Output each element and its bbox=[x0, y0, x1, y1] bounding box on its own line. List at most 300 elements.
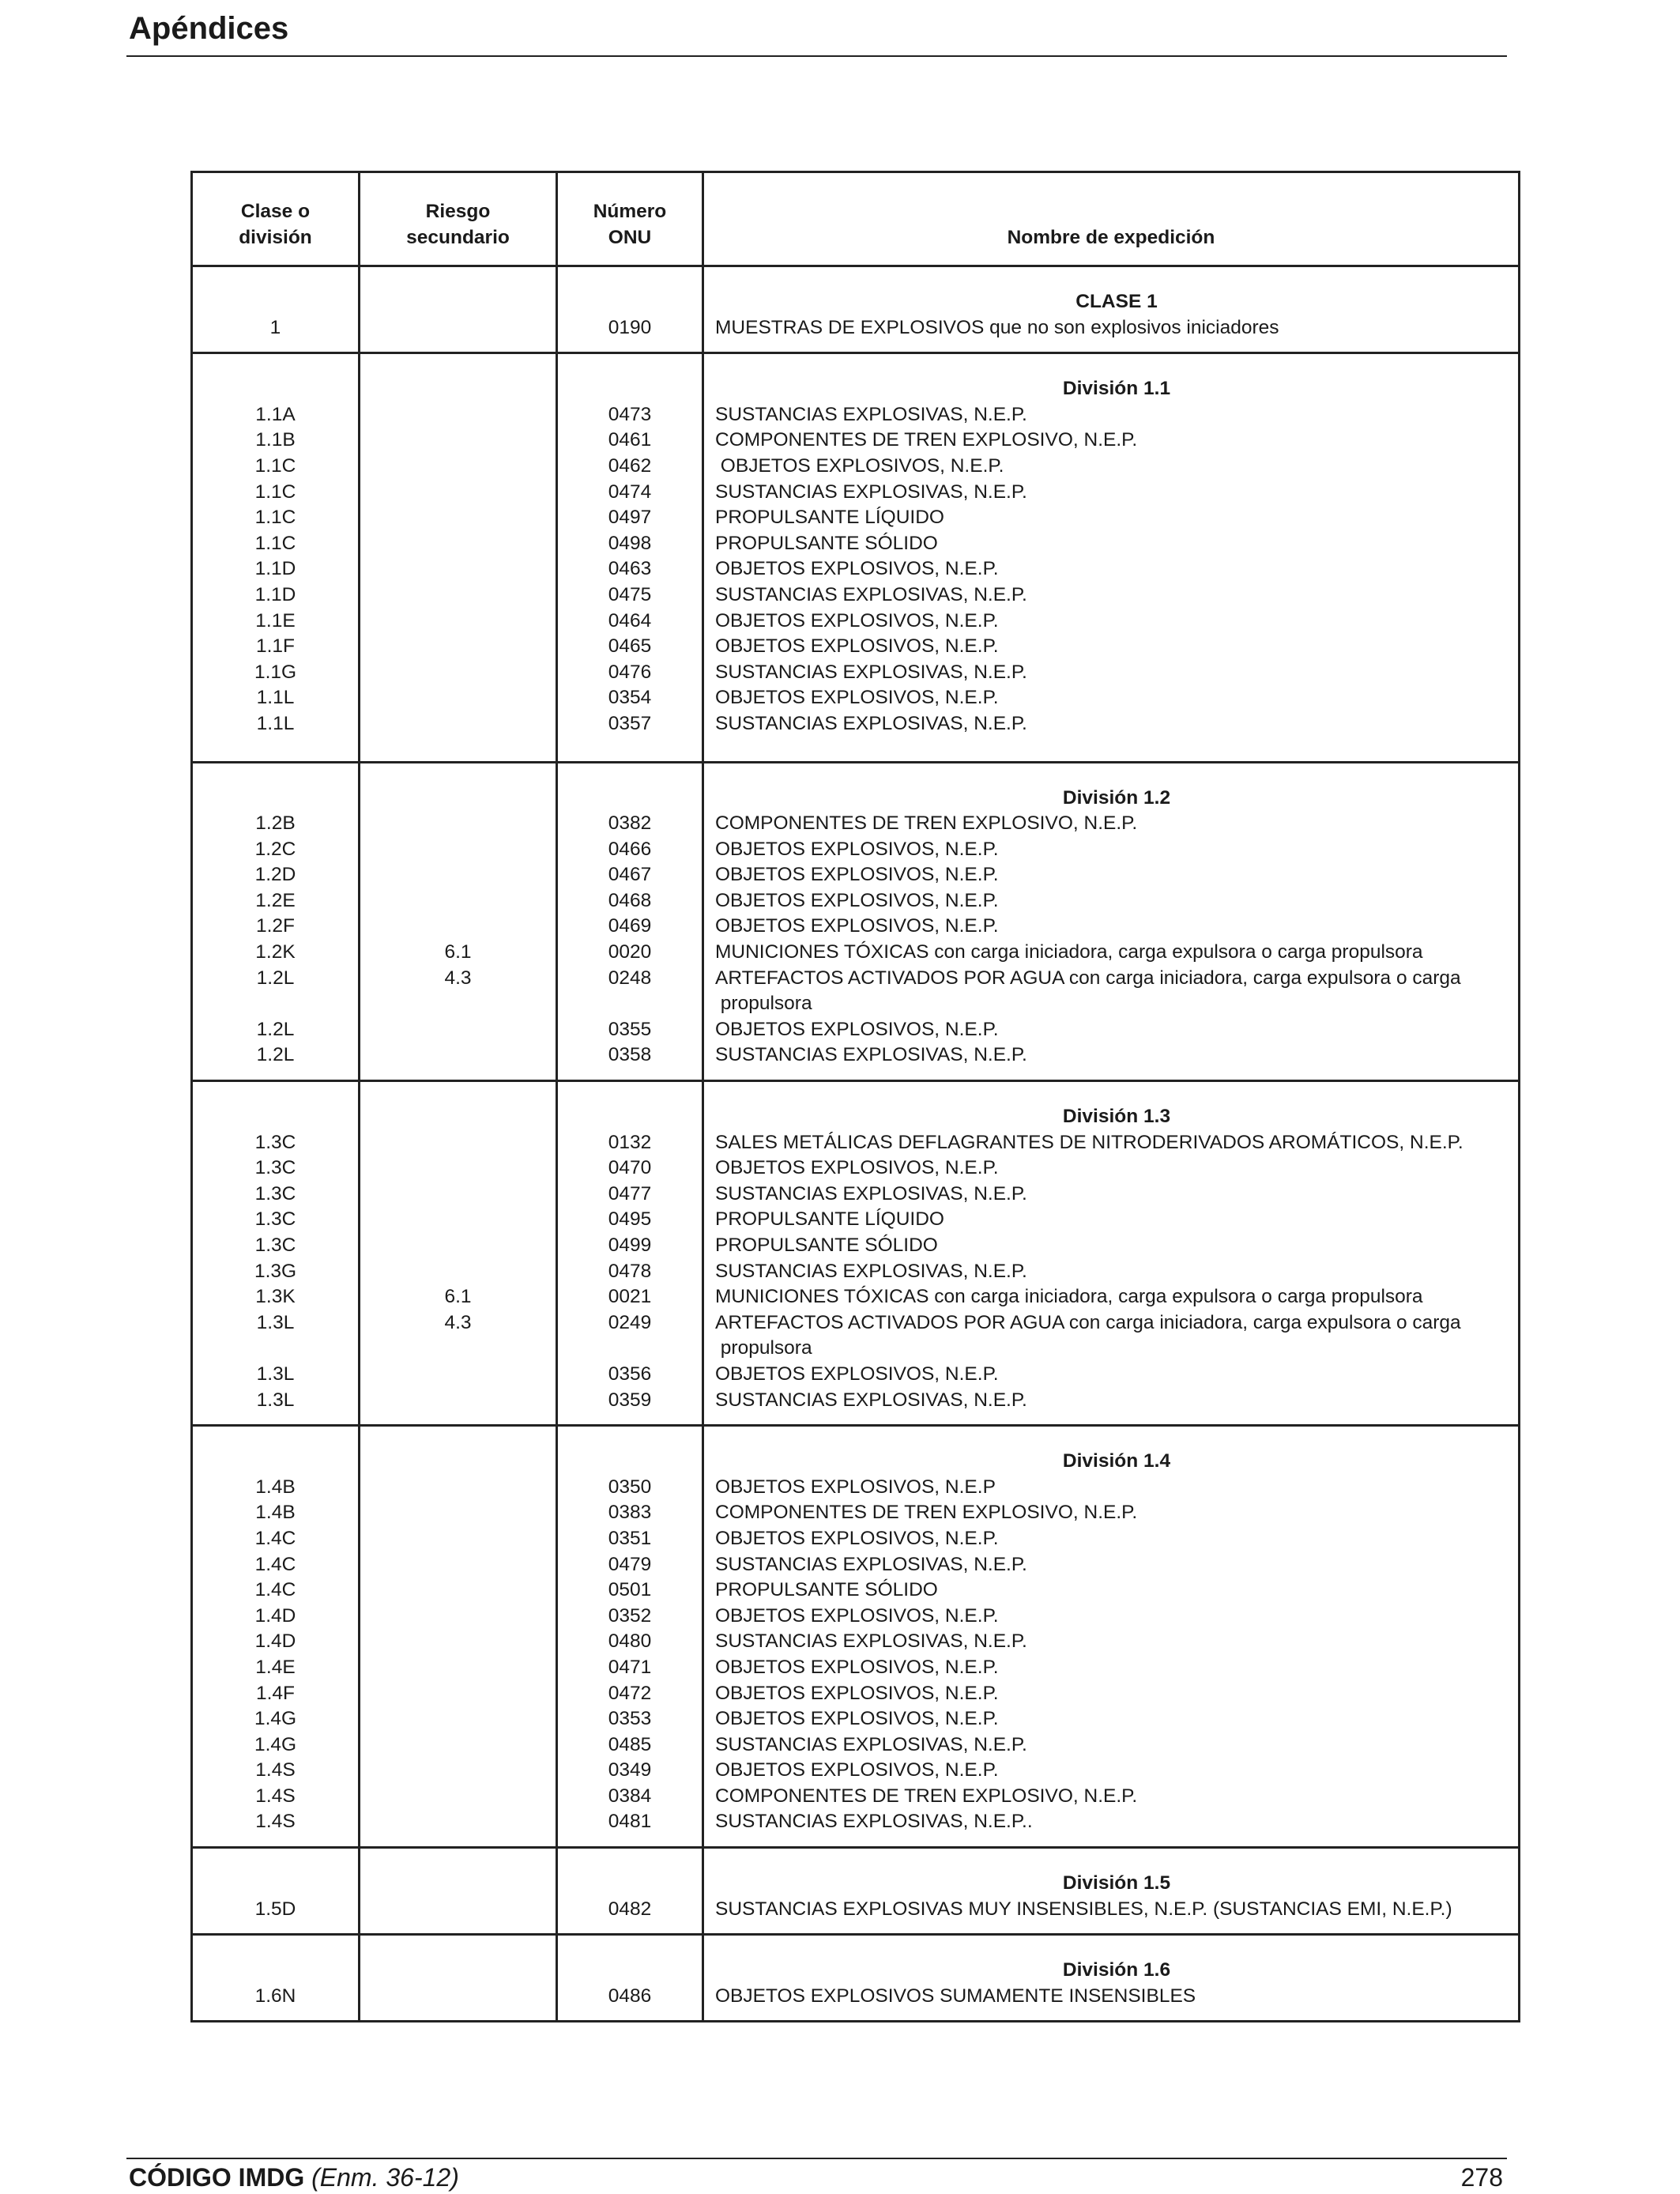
blank-line bbox=[558, 991, 702, 1017]
spacer bbox=[193, 267, 358, 289]
class-value: 1.4D bbox=[254, 1630, 296, 1653]
shipping-name-line: ARTEFACTOS ACTIVADOS POR AGUA con carga iniciadora, carga expulsora o carga bbox=[715, 967, 1461, 989]
spacer bbox=[360, 763, 556, 786]
shipping-name-line: OBJETOS EXPLOSIVOS, N.E.P. bbox=[715, 889, 999, 911]
un-number-value: 0353 bbox=[608, 1708, 652, 1730]
header-rule bbox=[126, 55, 1507, 57]
header-shipping-name bbox=[703, 172, 1520, 266]
un-number-value: 0352 bbox=[608, 1604, 652, 1627]
secondary-risk-value bbox=[360, 811, 556, 837]
shipping-name-cell bbox=[703, 1426, 1520, 1848]
secondary-risk-cell bbox=[360, 353, 557, 762]
spacer bbox=[360, 1069, 556, 1080]
class-value: 1.1E bbox=[255, 609, 296, 631]
spacer bbox=[558, 1413, 702, 1424]
un-number-value: 0461 bbox=[608, 429, 652, 451]
spacer bbox=[715, 1082, 1518, 1104]
secondary-risk-value bbox=[360, 914, 556, 940]
blank-line bbox=[193, 1449, 358, 1475]
un-number-value: 0463 bbox=[608, 558, 652, 580]
shipping-name-line: SUSTANCIAS EXPLOSIVAS, N.E.P. bbox=[715, 1044, 1027, 1066]
header-line: Riesgo bbox=[425, 201, 491, 222]
division-group-row bbox=[192, 762, 1520, 1081]
secondary-risk-value bbox=[360, 1155, 556, 1182]
division-title: División 1.4 bbox=[1062, 1450, 1171, 1472]
un-number-value: 0497 bbox=[608, 507, 652, 529]
spacer bbox=[715, 267, 1518, 289]
shipping-name-line: propulsora bbox=[715, 1337, 812, 1359]
un-number-value: 0190 bbox=[608, 316, 652, 338]
shipping-name-line: OBJETOS EXPLOSIVOS, N.E.P. bbox=[715, 1157, 999, 1179]
class-value: 1.3C bbox=[254, 1182, 296, 1204]
shipping-name-line: OBJETOS EXPLOSIVOS, N.E.P. bbox=[715, 1604, 999, 1627]
class-value: 1.4G bbox=[254, 1733, 297, 1755]
shipping-name-line: SUSTANCIAS EXPLOSIVAS, N.E.P. bbox=[715, 1260, 1027, 1282]
un-number-value: 0382 bbox=[608, 812, 652, 835]
division-group bbox=[192, 762, 1520, 1081]
class-value: 1.1F bbox=[255, 635, 296, 658]
shipping-name-line: PROPULSANTE SÓLIDO bbox=[715, 532, 938, 554]
un-number-cell bbox=[557, 266, 703, 353]
class-value: 1.3C bbox=[254, 1208, 296, 1231]
spacer bbox=[558, 763, 702, 786]
un-number-value: 0021 bbox=[608, 1286, 652, 1308]
shipping-name-line: SUSTANCIAS EXPLOSIVAS, N.E.P.. bbox=[715, 1811, 1033, 1833]
division-group bbox=[192, 266, 1520, 353]
class-cell bbox=[192, 266, 360, 353]
secondary-risk-value bbox=[360, 454, 556, 480]
division-group bbox=[192, 1935, 1520, 2022]
division-group-row bbox=[192, 1935, 1520, 2022]
spacer bbox=[193, 1849, 358, 1871]
blank-line bbox=[360, 289, 556, 315]
spacer bbox=[558, 1936, 702, 1958]
class-value: 1 bbox=[269, 316, 281, 338]
class-value: 1.4S bbox=[255, 1759, 296, 1781]
spacer bbox=[558, 267, 702, 289]
secondary-risk-value bbox=[360, 556, 556, 582]
blank-line bbox=[193, 991, 358, 1017]
shipping-name-line: PROPULSANTE LÍQUIDO bbox=[715, 507, 944, 529]
shipping-name-line: SUSTANCIAS EXPLOSIVAS, N.E.P. bbox=[715, 1630, 1027, 1653]
class-value: 1.4E bbox=[255, 1656, 296, 1678]
class-value: 1.4C bbox=[254, 1579, 296, 1601]
division-group-row bbox=[192, 1426, 1520, 1848]
division-group bbox=[192, 353, 1520, 762]
spacer bbox=[193, 2009, 358, 2020]
class-value: 1.1C bbox=[254, 454, 296, 477]
spacer bbox=[193, 341, 358, 352]
footer-rule bbox=[126, 2158, 1507, 2159]
secondary-risk-value bbox=[360, 582, 556, 609]
un-number-value: 0473 bbox=[608, 403, 652, 425]
un-number-value: 0480 bbox=[608, 1630, 652, 1653]
class-value: 1.4S bbox=[255, 1785, 296, 1807]
shipping-name-line: SUSTANCIAS EXPLOSIVAS, N.E.P. bbox=[715, 481, 1027, 503]
un-number-value: 0350 bbox=[608, 1476, 652, 1498]
shipping-name-line: SUSTANCIAS EXPLOSIVAS, N.E.P. bbox=[715, 403, 1027, 425]
class-value: 1.2K bbox=[255, 941, 296, 963]
secondary-risk-value bbox=[360, 1182, 556, 1208]
spacer bbox=[193, 354, 358, 376]
class-value: 1.2D bbox=[254, 864, 296, 886]
un-number-value: 0468 bbox=[608, 889, 652, 911]
blank-line bbox=[558, 1958, 702, 1984]
dangerous-goods-table-wrapper bbox=[190, 171, 1518, 2022]
spacer bbox=[360, 267, 556, 289]
spacer bbox=[715, 1835, 1518, 1846]
un-number-value: 0467 bbox=[608, 864, 652, 886]
spacer bbox=[360, 1835, 556, 1846]
secondary-risk-value bbox=[360, 888, 556, 914]
shipping-name-line: SUSTANCIAS EXPLOSIVAS, N.E.P. bbox=[715, 712, 1027, 734]
un-number-cell bbox=[557, 1935, 703, 2022]
header-line: Nombre de expedición bbox=[1007, 227, 1215, 248]
blank-line bbox=[360, 1104, 556, 1130]
division-group bbox=[192, 1426, 1520, 1848]
un-number-value: 0462 bbox=[608, 454, 652, 477]
spacer bbox=[193, 763, 358, 786]
class-value: 1.1A bbox=[255, 403, 296, 425]
class-value: 1.1C bbox=[254, 481, 296, 503]
class-value: 1.3C bbox=[254, 1235, 296, 1256]
un-number-value: 0470 bbox=[608, 1157, 652, 1179]
shipping-name-line: COMPONENTES DE TREN EXPLOSIVO, N.E.P. bbox=[715, 812, 1138, 835]
secondary-risk-value bbox=[360, 1475, 556, 1501]
shipping-name-line: PROPULSANTE SÓLIDO bbox=[715, 1235, 938, 1256]
secondary-risk-value bbox=[360, 685, 556, 711]
shipping-name-line: MUESTRAS DE EXPLOSIVOS que no son explosivos iniciadores bbox=[715, 316, 1279, 338]
secondary-risk-value: 4.3 bbox=[444, 967, 472, 989]
secondary-risk-cell bbox=[360, 762, 557, 1081]
spacer bbox=[558, 354, 702, 376]
secondary-risk-value bbox=[360, 1017, 556, 1043]
class-value: 1.5D bbox=[254, 1898, 296, 1920]
un-number-value: 0466 bbox=[608, 838, 652, 860]
header-line: Clase o bbox=[240, 201, 311, 222]
division-title: División 1.3 bbox=[1062, 1106, 1171, 1128]
un-number-value: 0469 bbox=[608, 915, 652, 937]
spacer bbox=[360, 1413, 556, 1424]
blank-line bbox=[193, 786, 358, 812]
un-number-value: 0479 bbox=[608, 1553, 652, 1575]
un-number-value: 0464 bbox=[608, 609, 652, 631]
spacer bbox=[715, 1849, 1518, 1871]
un-number-value: 0383 bbox=[608, 1502, 652, 1524]
un-number-value: 0354 bbox=[608, 687, 652, 709]
division-group bbox=[192, 1848, 1520, 1935]
shipping-name-line: OBJETOS EXPLOSIVOS, N.E.P bbox=[715, 1476, 996, 1498]
shipping-name-line: OBJETOS EXPLOSIVOS, N.E.P. bbox=[715, 687, 999, 709]
spacer bbox=[558, 1069, 702, 1080]
secondary-risk-value bbox=[360, 505, 556, 531]
secondary-risk-value bbox=[360, 711, 556, 737]
header-line: ONU bbox=[608, 227, 652, 248]
spacer bbox=[360, 2009, 556, 2020]
class-value: 1.3L bbox=[256, 1389, 295, 1411]
secondary-risk-value bbox=[360, 1207, 556, 1233]
secondary-risk-value bbox=[360, 1526, 556, 1552]
class-value: 1.2B bbox=[255, 812, 296, 835]
class-value: 1.3L bbox=[256, 1311, 295, 1333]
un-number-value: 0465 bbox=[608, 635, 652, 658]
class-value: 1.3L bbox=[256, 1363, 295, 1385]
blank-line bbox=[360, 376, 556, 402]
spacer bbox=[715, 341, 1518, 352]
spacer bbox=[360, 354, 556, 376]
class-value: 1.1L bbox=[256, 712, 295, 734]
class-cell bbox=[192, 353, 360, 762]
spacer bbox=[558, 1427, 702, 1449]
class-value: 1.4B bbox=[255, 1502, 296, 1524]
blank-line bbox=[558, 1104, 702, 1130]
spacer bbox=[558, 2009, 702, 2020]
shipping-name-line: OBJETOS EXPLOSIVOS, N.E.P. bbox=[715, 454, 1004, 477]
un-number-value: 0359 bbox=[608, 1389, 652, 1411]
un-number-value: 0355 bbox=[608, 1018, 652, 1040]
shipping-name-line: OBJETOS EXPLOSIVOS, N.E.P. bbox=[715, 1682, 999, 1704]
secondary-risk-value bbox=[360, 531, 556, 557]
blank-line bbox=[360, 991, 556, 1017]
blank-line bbox=[193, 1336, 358, 1362]
un-number-cell bbox=[557, 353, 703, 762]
secondary-risk-value bbox=[360, 634, 556, 660]
secondary-risk-cell bbox=[360, 1426, 557, 1848]
division-group bbox=[192, 1081, 1520, 1426]
secondary-risk-cell bbox=[360, 1081, 557, 1426]
class-value: 1.2L bbox=[256, 967, 295, 989]
spacer bbox=[360, 341, 556, 352]
secondary-risk-value bbox=[360, 1655, 556, 1681]
shipping-name-line: COMPONENTES DE TREN EXPLOSIVO, N.E.P. bbox=[715, 429, 1138, 451]
division-group-row bbox=[192, 1848, 1520, 1935]
blank-line bbox=[360, 1449, 556, 1475]
secondary-risk-value bbox=[360, 1681, 556, 1707]
secondary-risk-value bbox=[360, 1984, 556, 2010]
secondary-risk-value bbox=[360, 1362, 556, 1388]
class-value: 1.4D bbox=[254, 1604, 296, 1627]
blank-line bbox=[360, 1871, 556, 1897]
shipping-name-line: propulsora bbox=[715, 993, 812, 1015]
un-number-value: 0481 bbox=[608, 1811, 652, 1833]
shipping-name-line: COMPONENTES DE TREN EXPLOSIVO, N.E.P. bbox=[715, 1502, 1138, 1524]
shipping-name-line: SUSTANCIAS EXPLOSIVAS, N.E.P. bbox=[715, 1182, 1027, 1204]
blank-line bbox=[360, 1958, 556, 1984]
blank-line bbox=[558, 1449, 702, 1475]
shipping-name-line: OBJETOS EXPLOSIVOS SUMAMENTE INSENSIBLES bbox=[715, 1985, 1196, 2007]
class-value: 1.2L bbox=[256, 1018, 295, 1040]
class-value: 1.4C bbox=[254, 1527, 296, 1549]
secondary-risk-value bbox=[360, 862, 556, 888]
spacer bbox=[193, 1427, 358, 1449]
class-cell bbox=[192, 1426, 360, 1848]
shipping-name-line: SUSTANCIAS EXPLOSIVAS, N.E.P. bbox=[715, 583, 1027, 605]
un-number-value: 0472 bbox=[608, 1682, 652, 1704]
spacer bbox=[193, 1936, 358, 1958]
secondary-risk-value: 6.1 bbox=[444, 1286, 472, 1308]
blank-line bbox=[558, 1336, 702, 1362]
class-value: 1.1D bbox=[254, 583, 296, 605]
shipping-name-line: MUNICIONES TÓXICAS con carga iniciadora, carga expulsora o carga propulsora bbox=[715, 941, 1423, 963]
footer-code bbox=[129, 2163, 459, 2192]
shipping-name-cell bbox=[703, 762, 1520, 1081]
header-class-division bbox=[192, 172, 360, 266]
class-value: 1.1D bbox=[254, 558, 296, 580]
table-header-row bbox=[192, 172, 1520, 266]
spacer bbox=[558, 1849, 702, 1871]
spacer bbox=[360, 1922, 556, 1933]
spacer bbox=[715, 1936, 1518, 1958]
secondary-risk-value bbox=[360, 1809, 556, 1835]
class-value: 1.1C bbox=[254, 507, 296, 529]
secondary-risk-value bbox=[360, 1897, 556, 1923]
blank-line bbox=[193, 376, 358, 402]
header-secondary-risk bbox=[360, 172, 557, 266]
blank-line bbox=[193, 289, 358, 315]
un-number-value: 0471 bbox=[608, 1656, 652, 1678]
shipping-name-line: SUSTANCIAS EXPLOSIVAS, N.E.P. bbox=[715, 1389, 1027, 1411]
spacer bbox=[715, 1069, 1518, 1080]
header-line: división bbox=[239, 227, 312, 248]
header-line: Número bbox=[593, 201, 667, 222]
shipping-name-cell bbox=[703, 1848, 1520, 1935]
un-number-cell bbox=[557, 1848, 703, 1935]
spacer bbox=[360, 1427, 556, 1449]
un-number-value: 0501 bbox=[608, 1579, 652, 1601]
secondary-risk-value bbox=[360, 1042, 556, 1069]
class-value: 1.2L bbox=[256, 1044, 295, 1066]
blank-line bbox=[558, 786, 702, 812]
un-number-value: 0358 bbox=[608, 1044, 652, 1066]
class-value: 1.4C bbox=[254, 1553, 296, 1575]
spacer bbox=[360, 1849, 556, 1871]
secondary-risk-value bbox=[360, 837, 556, 863]
shipping-name-line: OBJETOS EXPLOSIVOS, N.E.P. bbox=[715, 558, 999, 580]
un-number-value: 0477 bbox=[608, 1182, 652, 1204]
secondary-risk-value bbox=[360, 315, 556, 341]
shipping-name-line: COMPONENTES DE TREN EXPLOSIVO, N.E.P. bbox=[715, 1785, 1138, 1807]
class-value: 1.4G bbox=[254, 1708, 297, 1730]
blank-line bbox=[360, 786, 556, 812]
division-title: División 1.5 bbox=[1062, 1872, 1171, 1894]
division-title: CLASE 1 bbox=[1075, 291, 1158, 312]
un-number-cell bbox=[557, 762, 703, 1081]
un-number-value: 0476 bbox=[608, 661, 652, 683]
class-value: 1.1L bbox=[256, 687, 295, 709]
spacer bbox=[193, 1835, 358, 1846]
un-number-value: 0478 bbox=[608, 1260, 652, 1282]
un-number-cell bbox=[557, 1081, 703, 1426]
un-number-value: 0486 bbox=[608, 1985, 652, 2007]
class-value: 1.2C bbox=[254, 838, 296, 860]
spacer bbox=[715, 1427, 1518, 1449]
footer-amendment: (Enm. 36-12) bbox=[311, 2163, 459, 2192]
spacer bbox=[715, 763, 1518, 786]
division-group-row bbox=[192, 353, 1520, 762]
un-number-value: 0384 bbox=[608, 1785, 652, 1807]
un-number-value: 0357 bbox=[608, 712, 652, 734]
shipping-name-line: OBJETOS EXPLOSIVOS, N.E.P. bbox=[715, 1527, 999, 1549]
spacer bbox=[193, 1922, 358, 1933]
shipping-name-cell bbox=[703, 1935, 1520, 2022]
shipping-name-line: SUSTANCIAS EXPLOSIVAS, N.E.P. bbox=[715, 1553, 1027, 1575]
class-cell bbox=[192, 1935, 360, 2022]
class-value: 1.2F bbox=[255, 915, 296, 937]
shipping-name-line: OBJETOS EXPLOSIVOS, N.E.P. bbox=[715, 838, 999, 860]
spacer bbox=[193, 737, 358, 761]
un-number-value: 0020 bbox=[608, 941, 652, 963]
class-value: 1.4S bbox=[255, 1811, 296, 1833]
secondary-risk-value bbox=[360, 1233, 556, 1259]
secondary-risk-value: 6.1 bbox=[444, 941, 472, 963]
spacer bbox=[360, 737, 556, 761]
secondary-risk-value bbox=[360, 1259, 556, 1285]
un-number-value: 0349 bbox=[608, 1759, 652, 1781]
un-number-value: 0474 bbox=[608, 481, 652, 503]
spacer bbox=[193, 1082, 358, 1104]
spacer bbox=[558, 1082, 702, 1104]
division-title: División 1.1 bbox=[1062, 378, 1171, 400]
class-value: 1.3C bbox=[254, 1157, 296, 1179]
blank-line bbox=[360, 1336, 556, 1362]
shipping-name-line: OBJETOS EXPLOSIVOS, N.E.P. bbox=[715, 1363, 999, 1385]
secondary-risk-value bbox=[360, 480, 556, 506]
un-number-value: 0356 bbox=[608, 1363, 652, 1385]
class-value: 1.6N bbox=[254, 1985, 296, 2007]
blank-line bbox=[558, 376, 702, 402]
class-cell bbox=[192, 1081, 360, 1426]
shipping-name-line: SUSTANCIAS EXPLOSIVAS MUY INSENSIBLES, N.E.P. (SUSTANCIAS EMI, N.E.P.) bbox=[715, 1898, 1452, 1920]
spacer bbox=[558, 1835, 702, 1846]
shipping-name-line: OBJETOS EXPLOSIVOS, N.E.P. bbox=[715, 1708, 999, 1730]
shipping-name-line: OBJETOS EXPLOSIVOS, N.E.P. bbox=[715, 609, 999, 631]
shipping-name-line: SALES METÁLICAS DEFLAGRANTES DE NITRODERIVADOS AROMÁTICOS, N.E.P. bbox=[715, 1131, 1463, 1153]
secondary-risk-value bbox=[360, 428, 556, 454]
class-value: 1.2E bbox=[255, 889, 296, 911]
shipping-name-line: OBJETOS EXPLOSIVOS, N.E.P. bbox=[715, 864, 999, 886]
un-number-value: 0498 bbox=[608, 532, 652, 554]
division-title: División 1.2 bbox=[1062, 786, 1171, 809]
secondary-risk-value: 4.3 bbox=[444, 1311, 472, 1333]
division-group-row bbox=[192, 1081, 1520, 1426]
class-value: 1.3G bbox=[254, 1260, 297, 1282]
spacer bbox=[360, 1082, 556, 1104]
division-group-row bbox=[192, 266, 1520, 353]
header-line: secundario bbox=[406, 227, 510, 248]
secondary-risk-value bbox=[360, 1758, 556, 1784]
spacer bbox=[715, 1922, 1518, 1933]
spacer bbox=[715, 2009, 1518, 2020]
shipping-name-line: OBJETOS EXPLOSIVOS, N.E.P. bbox=[715, 915, 999, 937]
spacer bbox=[558, 341, 702, 352]
un-number-value: 0249 bbox=[608, 1311, 652, 1333]
class-value: 1.4B bbox=[255, 1476, 296, 1498]
page-number: 278 bbox=[1460, 2163, 1503, 2192]
class-value: 1.1G bbox=[254, 661, 297, 683]
secondary-risk-value bbox=[360, 1552, 556, 1578]
class-value: 1.3K bbox=[255, 1286, 296, 1308]
spacer bbox=[193, 1069, 358, 1080]
secondary-risk-value bbox=[360, 1578, 556, 1604]
shipping-name-line: SUSTANCIAS EXPLOSIVAS, N.E.P. bbox=[715, 661, 1027, 683]
un-number-value: 0485 bbox=[608, 1733, 652, 1755]
blank-line bbox=[193, 1871, 358, 1897]
blank-line bbox=[558, 1871, 702, 1897]
page-header: Apéndices bbox=[129, 11, 289, 46]
shipping-name-line: OBJETOS EXPLOSIVOS, N.E.P. bbox=[715, 1018, 999, 1040]
shipping-name-cell bbox=[703, 1081, 1520, 1426]
class-value: 1.1B bbox=[255, 429, 296, 451]
